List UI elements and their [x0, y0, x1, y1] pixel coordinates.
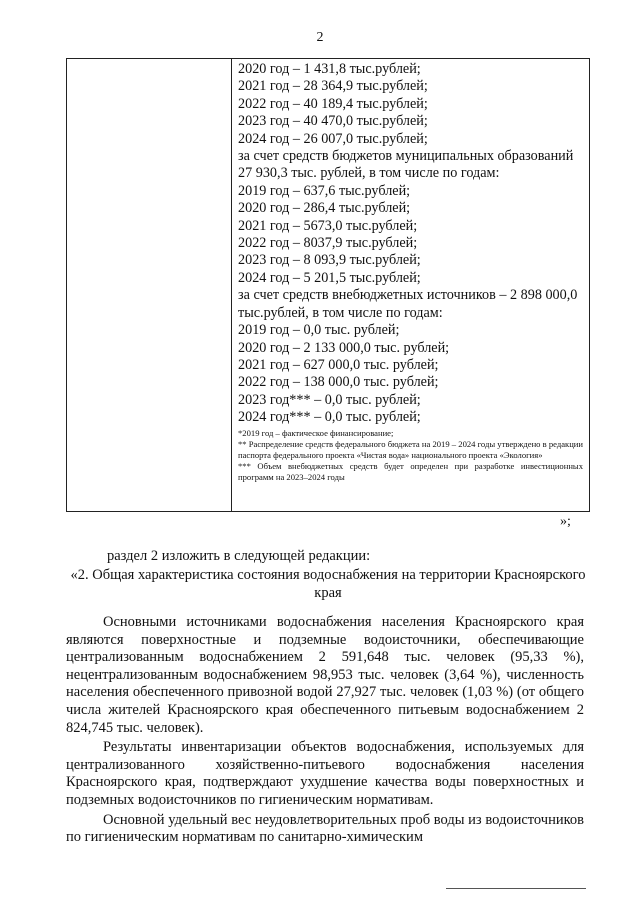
- funding-line: 2023 год – 8 093,9 тыс.рублей;: [238, 252, 421, 269]
- page-number: 2: [316, 30, 324, 45]
- closing-quote: »;: [560, 514, 571, 529]
- paragraph: Результаты инвентаризации объектов водоснабжения, используемых для централизованного хозяйственно-питьевого водоснабжения населения Красноярского края, подтверждают ухудшение качества воды поверхностных и подземных водоисточников по гигиеническим нормативам.: [66, 739, 584, 808]
- table-left-cell: [67, 59, 232, 511]
- paragraph: Основной удельный вес неудовлетворительных проб воды из водоисточников по гигиеническим нормативам по санитарно-химическим: [66, 811, 584, 846]
- footnote: ** Распределение средств федерального бюджета на 2019 – 2024 годы утверждено в редакции паспорта федерального проекта «Чистая вода» национального проекта «Экология»: [238, 438, 583, 460]
- funding-line: 2022 год – 138 000,0 тыс. рублей;: [238, 374, 439, 391]
- footnote: *2019 год – фактическое финансирование;: [238, 427, 394, 438]
- funding-line: 2019 год – 0,0 тыс. рублей;: [238, 322, 400, 339]
- funding-line: 2020 год – 1 431,8 тыс.рублей;: [238, 61, 421, 77]
- funding-line: 2021 год – 5673,0 тыс.рублей;: [238, 217, 418, 234]
- funding-line: 2022 год – 40 189,4 тыс.рублей;: [238, 95, 428, 112]
- section-intro: раздел 2 изложить в следующей редакции:: [107, 548, 371, 564]
- funding-line: 2023 год*** – 0,0 тыс. рублей;: [238, 391, 421, 408]
- funding-line: 2024 год*** – 0,0 тыс. рублей;: [238, 409, 421, 426]
- bottom-rule: [446, 888, 586, 889]
- footnote: *** Объем внебюджетных средств будет определен при разработке инвестиционных программ на 2023–2024 годы: [238, 460, 583, 482]
- body-text: [66, 614, 584, 847]
- funding-line: 2020 год – 286,4 тыс.рублей;: [238, 200, 411, 217]
- funding-line: 2024 год – 26 007,0 тыс.рублей;: [238, 130, 428, 147]
- funding-line: 2024 год – 5 201,5 тыс.рублей;: [238, 269, 421, 286]
- municipal-funding-intro: за счет средств бюджетов муниципальных образований 27 930,3 тыс. рублей, в том числе по годам:: [238, 148, 574, 182]
- extrabudget-funding-intro: за счет средств внебюджетных источников – 2 898 000,0 тыс.рублей, в том числе по годам:: [238, 287, 578, 321]
- funding-line: 2020 год – 2 133 000,0 тыс. рублей;: [238, 339, 450, 356]
- funding-line: 2021 год – 28 364,9 тыс.рублей;: [238, 78, 428, 95]
- table-right-cell: [232, 59, 589, 511]
- paragraph: Основными источниками водоснабжения населения Красноярского края являются поверхностные и подземные водоисточники, обеспечивающие централизованным водоснабжением 2 591,648 тыс. человек (95,33 %), нецентрализованным водоснабжением 98,953 тыс. человек (3,64 %), численность населения обеспеченного привозной водой 27,927 тыс. человек (1,03 %) (от общего числа жителей Красноярского края обеспеченного питьевым водоснабжением 2 824,745 тыс. человек).: [66, 614, 584, 736]
- funding-line: 2023 год – 40 470,0 тыс.рублей;: [238, 113, 428, 130]
- section-title: «2. Общая характеристика состояния водоснабжения на территории Красноярского края: [70, 567, 586, 601]
- funding-line: 2019 год – 637,6 тыс.рублей;: [238, 182, 411, 199]
- funding-line: 2021 год – 627 000,0 тыс. рублей;: [238, 356, 439, 373]
- funding-line: 2022 год – 8037,9 тыс.рублей;: [238, 235, 418, 252]
- funding-table: [66, 58, 590, 512]
